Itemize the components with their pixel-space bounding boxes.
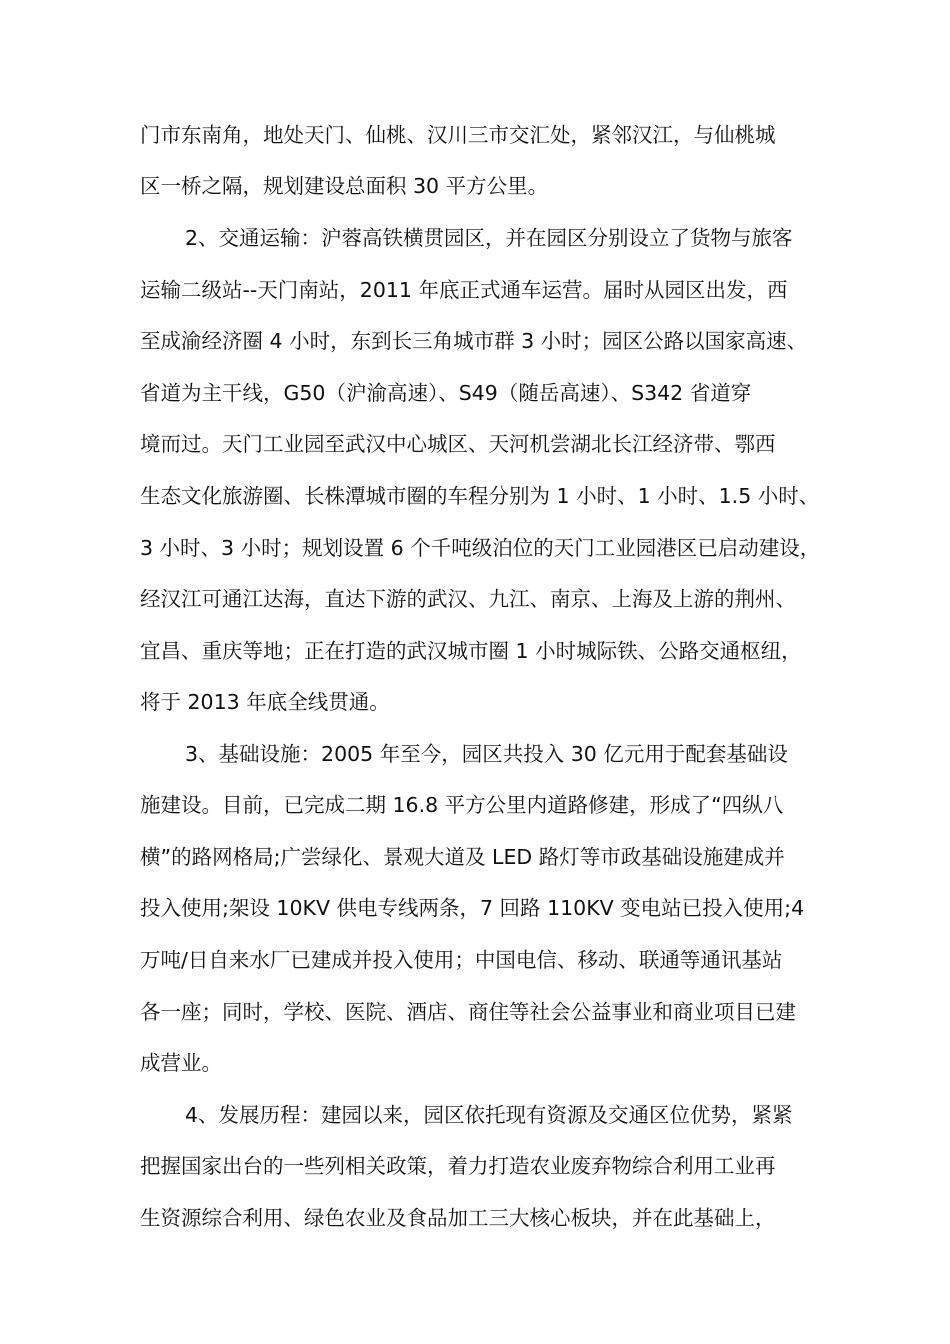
text-line: 3 小时、3 小时；规划设置 6 个千吨级泊位的天门工业园港区已启动建设， [140, 536, 821, 560]
text-line: 把握国家出台的一些列相关政策，着力打造农业废弃物综合利用工业再 [140, 1154, 776, 1178]
text-line: 成营业。 [140, 1051, 222, 1075]
text-line: 运输二级站--天门南站，2011 年底正式通车运营。届时从园区出发，西 [140, 278, 788, 302]
text-line: 经汉江可通江达海，直达下游的武汉、九江、南京、上海及上游的荆州、 [140, 587, 796, 611]
text-line: 投入使用;架设 10KV 供电专线两条，7 回路 110KV 变电站已投入使用;4 [140, 896, 805, 920]
text-line: 宜昌、重庆等地；正在打造的武汉城市圈 1 小时城际铁、公路交通枢纽， [140, 639, 802, 663]
text-line: 生资源综合利用、绿色农业及食品加工三大核心板块，并在此基础上， [140, 1206, 776, 1230]
text-line: 生态文化旅游圈、长株潭城市圈的车程分别为 1 小时、1 小时、1.5 小时、 [140, 484, 820, 508]
paragraph-start-line: 3、基础设施：2005 年至今，园区共投入 30 亿元用于配套基础设 [185, 742, 788, 766]
text-line: 境而过。天门工业园至武汉中心城区、天河机尝湖北长江经济带、鄂西 [140, 432, 776, 456]
paragraph-start-line: 4、发展历程：建园以来，园区依托现有资源及交通区位优势，紧紧 [185, 1103, 793, 1127]
text-line: 门市东南角，地处天门、仙桃、汉川三市交汇处，紧邻汉江，与仙桃城 [140, 123, 776, 147]
text-line: 施建设。目前，已完成二期 16.8 平方公里内道路修建，形成了“四纵八 [140, 793, 784, 817]
text-line: 至成渝经济圈 4 小时，东到长三角城市群 3 小时；园区公路以国家高速、 [140, 329, 808, 353]
text-line: 省道为主干线，G50（沪渝高速）、S49（随岳高速）、S342 省道穿 [140, 381, 752, 405]
text-line: 将于 2013 年底全线贯通。 [140, 690, 390, 714]
paragraph-start-line: 2、交通运输：沪蓉高铁横贯园区，并在园区分别设立了货物与旅客 [185, 226, 793, 250]
text-line: 区一桥之隔，规划建设总面积 30 平方公里。 [140, 174, 549, 198]
text-line: 横”的路网格局;广尝绿化、景观大道及 LED 路灯等市政基础设施建成并 [140, 845, 785, 869]
text-line: 万吨/日自来水厂已建成并投入使用；中国电信、移动、联通等通讯基站 [140, 948, 783, 972]
text-line: 各一座；同时，学校、医院、酒店、商住等社会公益事业和商业项目已建 [140, 1000, 796, 1024]
